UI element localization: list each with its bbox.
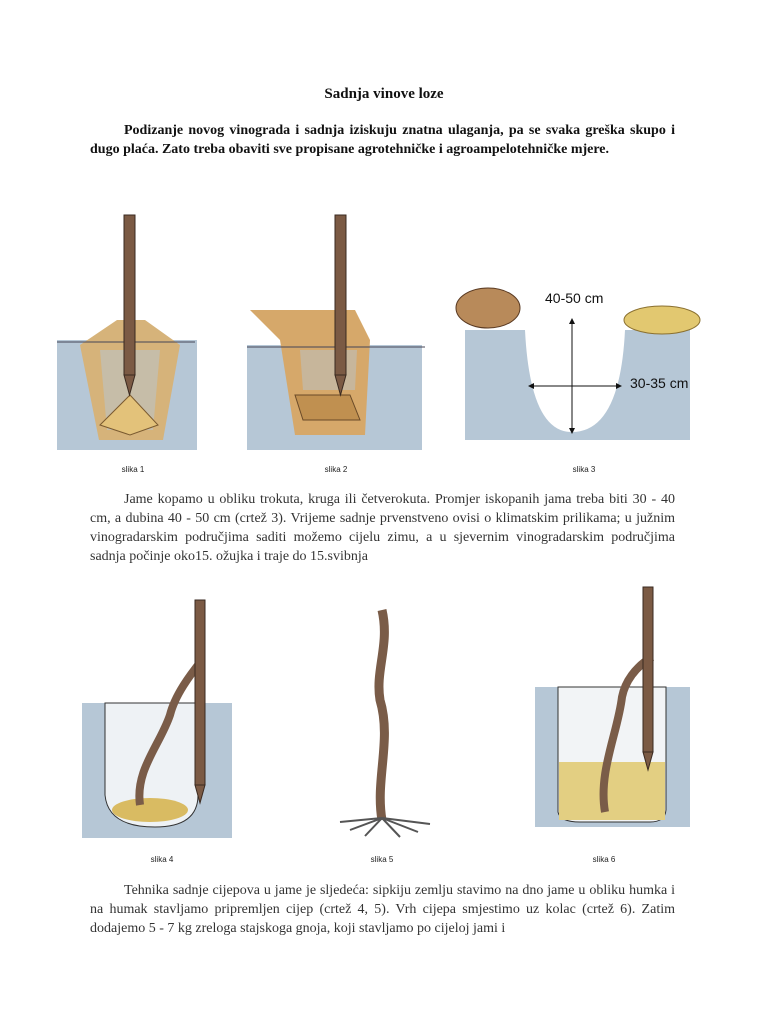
caption-slika-2: slika 2 — [324, 465, 348, 474]
width-label: 30-35 cm — [630, 375, 689, 391]
figure-4 — [80, 595, 245, 840]
caption-slika-3: slika 3 — [572, 465, 596, 474]
depth-label: 40-50 cm — [545, 290, 604, 306]
figure-6 — [530, 582, 700, 832]
figure-1 — [55, 210, 205, 455]
caption-slika-1: slika 1 — [121, 465, 145, 474]
caption-slika-6: slika 6 — [592, 855, 616, 864]
figure-5 — [330, 590, 440, 840]
caption-slika-5: slika 5 — [370, 855, 394, 864]
caption-slika-4: slika 4 — [150, 855, 174, 864]
paragraph-1: Jame kopamo u obliku trokuta, kruga ili četverokuta. Promjer iskopanih jama treba biti 30 - 40 cm, a dubina 40 - 50 cm (crtež 3). Vrijeme sadnje prvenstveno ovisi o klimatskim prilikama; u južnim vinogradarskim područjima saditi možemo cijelu zimu, a u sjevernim vinogradarskim područjima sadnja počinje oko15. ožujka i traje do 15.svibnja — [90, 492, 675, 564]
paragraph-2: Tehnika sadnje cijepova u jame je sljedeća: sipkiju zemlju stavimo na dno jame u obliku humka i na humak stavljamo pripremljen cijep (crtež 4, 5). Vrh cijepa smjestimo uz kolac (crtež 6). Zatim dodajemo 5 - 7 kg zreloga stajskoga gnoja, koji stavljamo po cijeloj jami i — [90, 883, 675, 936]
figure-2 — [245, 210, 435, 455]
document-title: Sadnja vinove loze — [324, 86, 444, 102]
intro-paragraph: Podizanje novog vinograda i sadnja iziskuju znatna ulaganja, pa se svaka greška skupo i dugo plaća. Zato treba obaviti sve propisane agrotehničke i agroampelotehničke mjere. — [90, 123, 675, 157]
